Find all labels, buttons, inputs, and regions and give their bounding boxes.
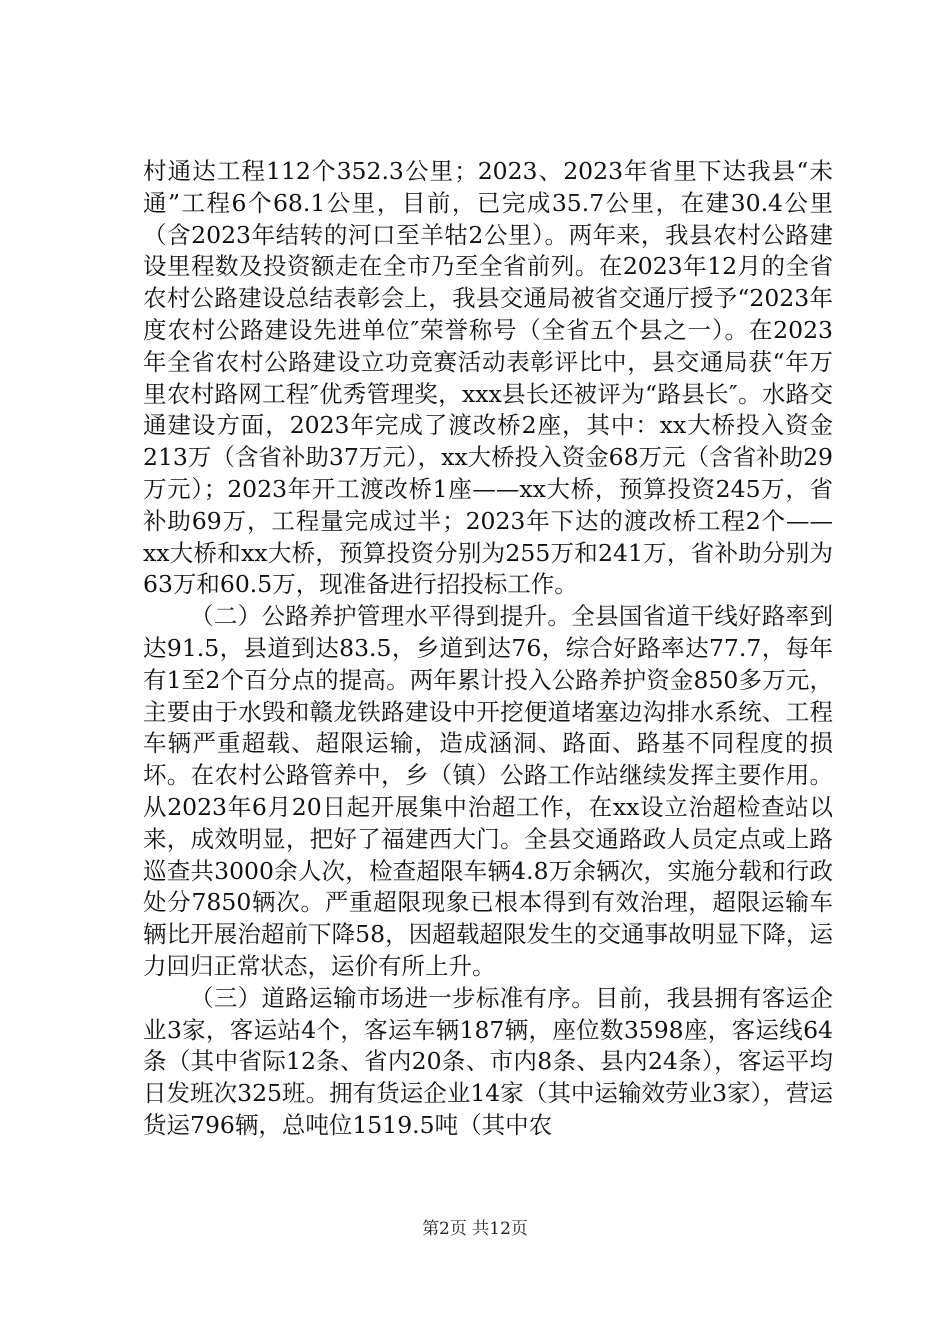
paragraph-road-maintenance: （二）公路养护管理水平得到提升。全县国省道干线好路率到达91.5，县道到达83.5，乡道到达76，综合好路率达77.7，每年有1至2个百分点的提高。两年累计投入公路养护资金850多万元，主要由于水毁和赣龙铁路建设中开挖便道堵塞边沟排水系统、工程车辆严重超载、超限运输，造成涵洞、路面、路基不同程度的损坏。在农村公路管养中，乡（镇）公路工作站继续发挥主要作用。从2023年6月20日起开展集中治超工作，在xx设立治超检查站以来，成效明显，把好了福建西大门。全县交通路政人员定点或上路巡查共3000余人次，检查超限车辆4.8万余辆次，实施分载和行政处分7850辆次。严重超限现象已根本得到有效治理，超限运输车辆比开展治超前下降58，因超载超限发生的交通事故明显下降，运力回归正常状态，运价有所上升。 [143,602,833,980]
paragraph-transport-market: （三）道路运输市场进一步标准有序。目前，我县拥有客运企业3家，客运站4个，客运车辆187辆，座位数3598座，客运线64条（其中省际12条、省内20条、市内8条、县内24条），客运平均日发班次325班。拥有货运企业14家（其中运输效劳业3家），营运货运796辆，总吨位1519.5吨（其中农 [143,983,833,1139]
page-footer: 第2页 共12页 [422,1219,528,1239]
paragraph-infrastructure: 村通达工程112个352.3公里；2023、2023年省里下达我县“未通”工程6个68.1公里，目前，已完成35.7公里，在建30.4公里（含2023年结转的河口至羊牯2公里）。两年来，我县农村公路建设里程数及投资额走在全市乃至全省前列。在2023年12月的全省农村公路建设总结表彰会上，我县交通局被省交通厅授予“2023年度农村公路建设先进单位″荣誉称号（全省五个县之一）。在2023年全省农村公路建设立功竞赛活动表彰评比中，县交通局获“年万里农村路网工程″优秀管理奖，xxx县长还被评为“路县长″。水路交通建设方面，2023年完成了渡改桥2座，其中：xx大桥投入资金213万（含省补助37万元），xx大桥投入资金68万元（含省补助29万元）；2023年开工渡改桥1座——xx大桥，预算投资245万，省补助69万，工程量完成过半；2023年下达的渡改桥工程2个——xx大桥和xx大桥，预算投资分别为255万和241万，省补助分别为63万和60.5万，现准备进行招投标工作。 [143,157,833,599]
document-body [143,156,833,1142]
